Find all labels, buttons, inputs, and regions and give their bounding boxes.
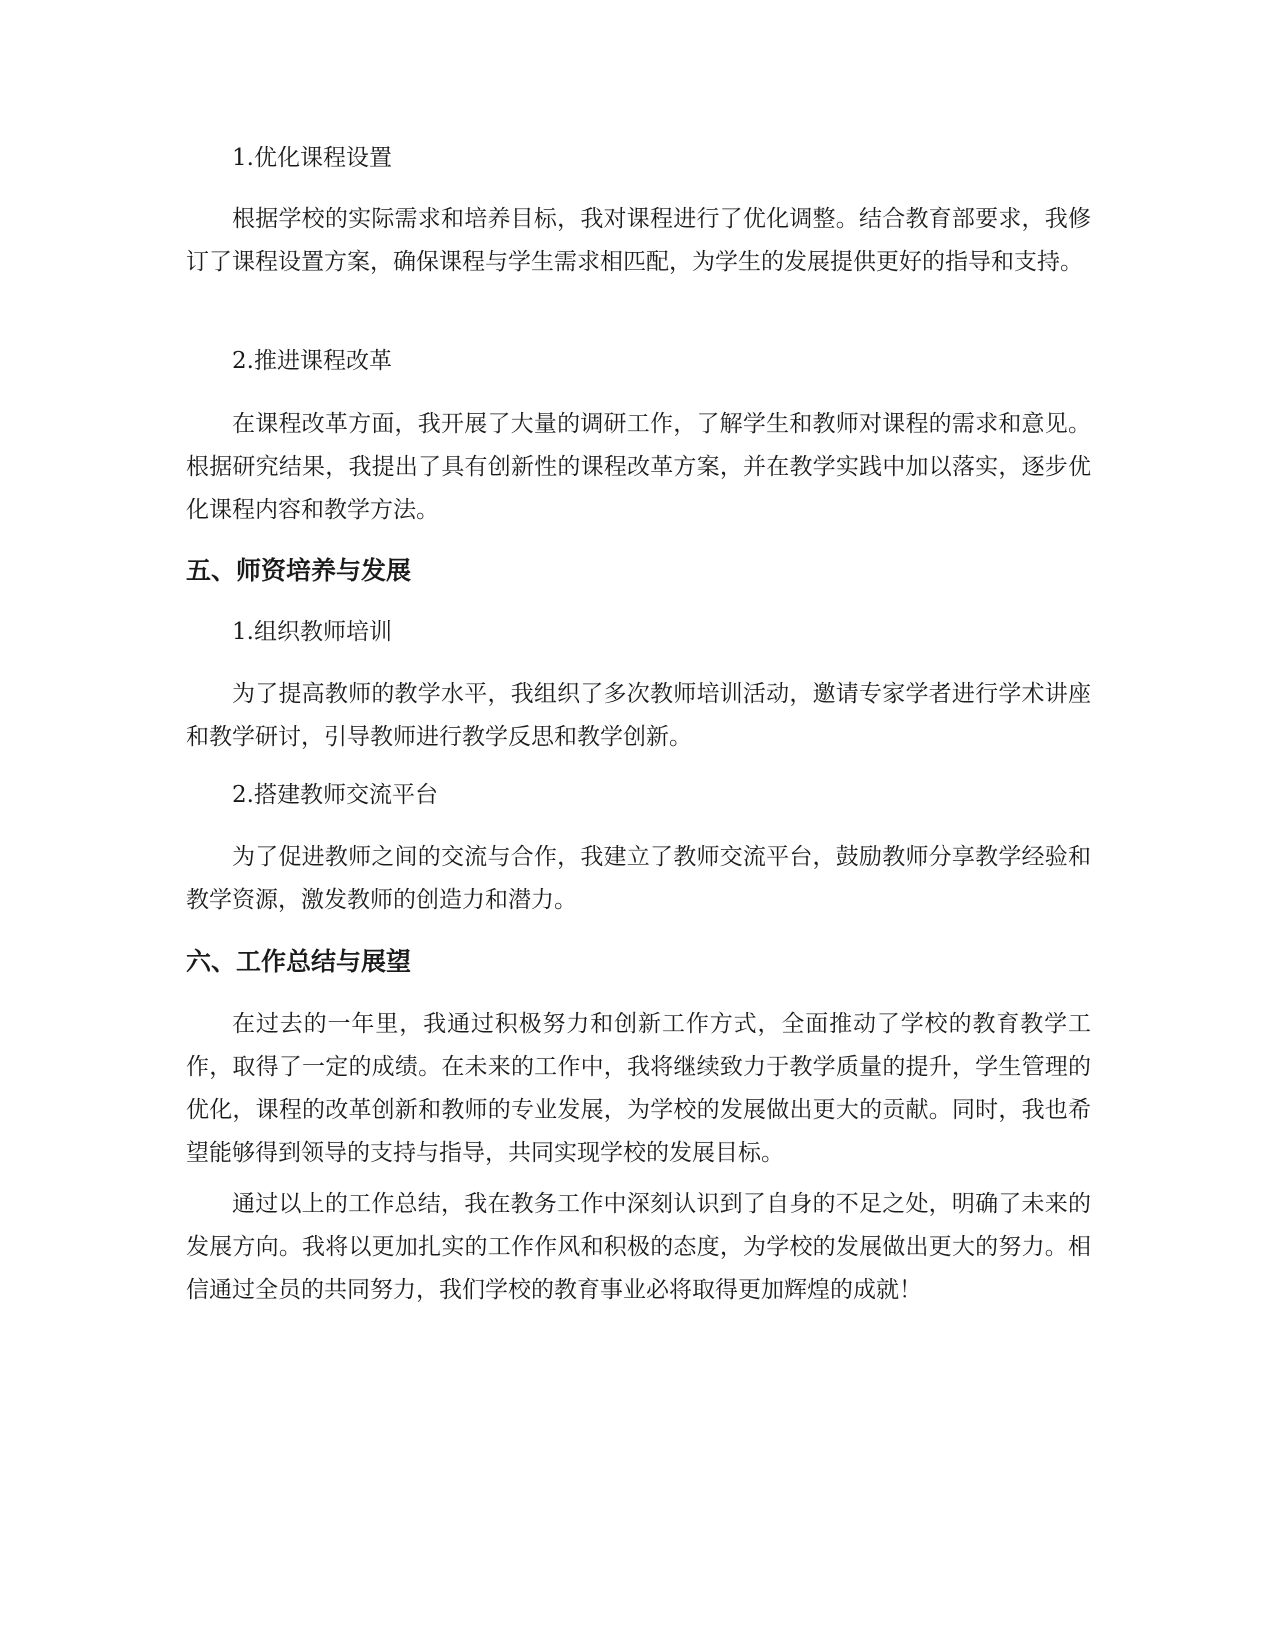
section-heading-teacher-development: 五、师资培养与发展 (186, 556, 412, 585)
paragraph-teacher-platform: 为了促进教师之间的交流与合作，我建立了教师交流平台，鼓励教师分享教学经验和教学资源，激发教师的创造力和潜力。 (186, 844, 1091, 913)
paragraph-optimize-curriculum: 根据学校的实际需求和培养目标，我对课程进行了优化调整。结合教育部要求，我修订了课程设置方案，确保课程与学生需求相匹配，为学生的发展提供更好的指导和支持。 (186, 206, 1091, 275)
subsection-title-optimize-curriculum: 1.优化课程设置 (232, 145, 392, 171)
paragraph-teacher-training: 为了提高教师的教学水平，我组织了多次教师培训活动，邀请专家学者进行学术讲座和教学研讨，引导教师进行教学反思和教学创新。 (186, 681, 1091, 750)
paragraph-curriculum-reform: 在课程改革方面，我开展了大量的调研工作，了解学生和教师对课程的需求和意见。根据研究结果，我提出了具有创新性的课程改革方案，并在教学实践中加以落实，逐步优化课程内容和教学方法。 (186, 411, 1091, 523)
subsection-title-teacher-platform: 2.搭建教师交流平台 (232, 782, 438, 808)
subsection-title-teacher-training: 1.组织教师培训 (232, 619, 392, 645)
subsection-title-curriculum-reform: 2.推进课程改革 (232, 348, 392, 374)
paragraph-summary-1: 在过去的一年里，我通过积极努力和创新工作方式，全面推动了学校的教育教学工作，取得了一定的成绩。在未来的工作中，我将继续致力于教学质量的提升，学生管理的优化，课程的改革创新和教师的专业发展，为学校的发展做出更大的贡献。同时，我也希望能够得到领导的支持与指导，共同实现学校的发展目标。 (186, 1011, 1091, 1166)
paragraph-summary-2: 通过以上的工作总结，我在教务工作中深刻认识到了自身的不足之处，明确了未来的发展方向。我将以更加扎实的工作作风和积极的态度，为学校的发展做出更大的努力。相信通过全员的共同努力，我们学校的教育事业必将取得更加辉煌的成就！ (186, 1191, 1091, 1303)
section-heading-summary-outlook: 六、工作总结与展望 (186, 947, 412, 976)
